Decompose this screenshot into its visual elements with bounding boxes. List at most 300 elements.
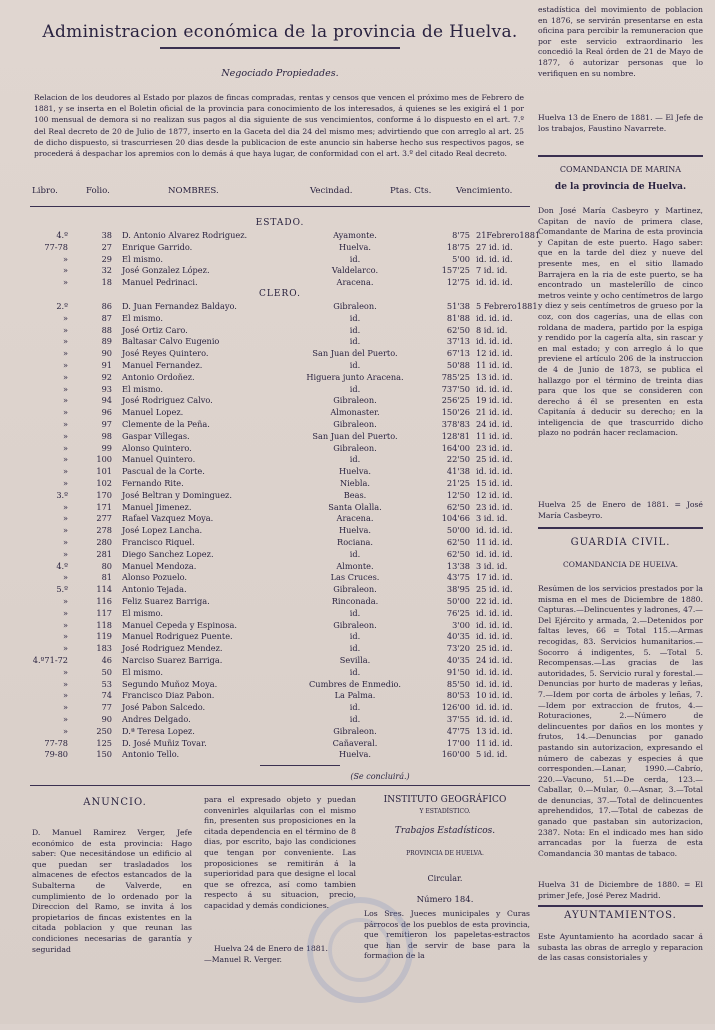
cell-folio: 96 bbox=[101, 407, 112, 418]
cell-vencimiento: id. id. id. bbox=[476, 607, 513, 618]
cell-ptas: 378'83 bbox=[441, 419, 470, 429]
table-row bbox=[30, 384, 530, 396]
cell-name: D. Juan Fernandez Baldayo. bbox=[122, 301, 237, 311]
cell-name: Manuel Fernandez. bbox=[122, 360, 203, 370]
col-header-vecindad: Vecindad. bbox=[310, 186, 353, 196]
cell-vecindad: Gibraleon. bbox=[333, 584, 377, 595]
marina-signature: Huelva 25 de Enero de 1881. = José María Casbeyro. bbox=[538, 500, 703, 520]
cell-libro: » bbox=[62, 383, 68, 394]
cell-ptas: 62'50 bbox=[446, 501, 470, 512]
cell-name: Francisco Diaz Pabon. bbox=[122, 690, 215, 701]
cell-vecindad: id. bbox=[349, 336, 361, 347]
cell-libro: » bbox=[62, 548, 68, 559]
cell-vencimiento: 15 id. id. bbox=[476, 478, 513, 488]
cell-ptas: 164'00 bbox=[441, 442, 470, 453]
cell-ptas: 21'25 bbox=[446, 478, 470, 488]
right-rule-2 bbox=[538, 527, 703, 529]
cell-folio: 280 bbox=[96, 537, 112, 547]
cell-libro: » bbox=[62, 607, 68, 618]
cell-name: Manuel Cepeda y Espinosa. bbox=[122, 619, 237, 630]
cell-vencimiento: id. id. id. bbox=[476, 383, 513, 394]
table-row bbox=[30, 348, 530, 360]
cell-name: José Rodriguez Mendez. bbox=[122, 643, 223, 654]
cell-libro: » bbox=[62, 395, 68, 406]
cell-folio: 86 bbox=[101, 301, 112, 311]
cell-folio: 98 bbox=[101, 430, 112, 441]
cell-name: Diego Sanchez Lopez. bbox=[122, 548, 214, 559]
cell-folio: 90 bbox=[101, 714, 112, 724]
cell-vecindad: Huelva. bbox=[339, 241, 371, 252]
table-row bbox=[30, 584, 530, 596]
cell-name: Rafael Vazquez Moya. bbox=[122, 513, 214, 524]
cell-ptas: 18'75 bbox=[446, 241, 470, 252]
cell-name: D. Antonio Alvarez Rodriguez. bbox=[122, 230, 248, 240]
cell-ptas: 737'50 bbox=[441, 383, 470, 394]
cell-ptas: 76'25 bbox=[446, 607, 470, 618]
cell-name: José Lopez Lancha. bbox=[122, 525, 203, 536]
cell-libro: » bbox=[62, 371, 68, 382]
cell-folio: 97 bbox=[101, 419, 112, 429]
cell-vecindad: id. bbox=[349, 643, 361, 654]
cell-name: José Pabon Salcedo. bbox=[122, 702, 206, 713]
cell-vecindad: Sevilla. bbox=[339, 655, 371, 665]
cell-vencimiento: id. id. id. bbox=[476, 678, 513, 689]
table-row bbox=[30, 466, 530, 478]
cell-ptas: 37'13 bbox=[446, 336, 470, 347]
cell-vencimiento: 24 id. id. bbox=[476, 419, 513, 429]
cell-ptas: 256'25 bbox=[441, 395, 470, 406]
cell-libro: » bbox=[62, 725, 68, 736]
instituto-section: Trabajos Estadísticos. bbox=[394, 826, 496, 836]
cell-folio: 281 bbox=[96, 548, 112, 559]
cell-vencimiento: 3 id. id. bbox=[476, 560, 508, 571]
table-row bbox=[30, 454, 530, 466]
cell-vecindad: id. bbox=[349, 454, 361, 465]
cell-vencimiento: 22 id. id. bbox=[476, 596, 513, 606]
cell-libro: » bbox=[62, 430, 68, 441]
cell-folio: 116 bbox=[96, 596, 112, 606]
cell-vencimiento: 12 id. id. bbox=[476, 489, 513, 500]
cell-vencimiento: 21 id. id. bbox=[476, 407, 513, 418]
cell-name: Pascual de la Corte. bbox=[122, 466, 205, 477]
cell-folio: 77 bbox=[101, 702, 112, 713]
cell-vecindad: id. bbox=[349, 383, 361, 394]
table-section-title: ESTADO. bbox=[255, 218, 305, 228]
cell-libro: » bbox=[62, 253, 68, 264]
cell-vecindad: Gibraleon. bbox=[333, 419, 377, 429]
cell-name: El mismo. bbox=[122, 666, 163, 677]
cell-ptas: 8'75 bbox=[452, 230, 470, 240]
cell-folio: 170 bbox=[96, 489, 112, 500]
cell-libro: 4.º bbox=[56, 230, 68, 240]
anuncio-col2: para el expresado objeto y puedan convenirles alquilarlas con el mismo fin, presenten sus proposiciones en la citada dependencia en el término de 8 dias, por escrito, bajo las condiciones que tengan por conveniente. Las proposiciones se remitirán á la superioridad para que designe el local que se ofrezca, así como tambien respecto á su situacion, precio, capacidad y demás condiciones. bbox=[204, 795, 356, 910]
cell-folio: 102 bbox=[96, 478, 112, 488]
guardia-signature: Huelva 31 de Diciembre de 1880. = El primer Jefe, José Perez Madrid. bbox=[538, 880, 703, 900]
cell-libro: » bbox=[62, 643, 68, 654]
cell-ptas: 128'81 bbox=[441, 430, 470, 441]
section-divider bbox=[30, 785, 530, 786]
cell-ptas: 5'00 bbox=[452, 253, 470, 264]
cell-libro: » bbox=[62, 690, 68, 701]
estadistica-signature: Huelva 13 de Enero de 1881. — El Jefe de los trabajos, Faustino Navarrete. bbox=[538, 113, 703, 133]
library-stamp-watermark bbox=[300, 890, 715, 1030]
cell-name: Manuel Quintero. bbox=[122, 454, 196, 465]
table-row bbox=[30, 372, 530, 384]
cell-ptas: 104'66 bbox=[441, 513, 470, 524]
table-row bbox=[30, 419, 530, 431]
cell-vencimiento: 12 id. id. bbox=[476, 348, 513, 359]
estadistica-paragraph: estadística del movimiento de poblacion en 1876, se servirán presentarse en esta oficina para percibir la remuneracion que por este servicio extraordinario les concedió la Real órden de 21 de Mayo de 1877, ó autorizar personas que lo verifiquen en su nombre. bbox=[538, 5, 703, 78]
table-row bbox=[30, 596, 530, 608]
instituto-text: Los Sres. Jueces municipales y Curas párrocos de los pueblos de esta provincia, que remitieron los papeletas-estractos que han de servir de base para la formacion de la bbox=[364, 909, 530, 961]
cell-libro: 5.º bbox=[56, 584, 68, 595]
cell-vencimiento: 5 Febrero1881 bbox=[476, 301, 538, 311]
table-row bbox=[30, 513, 530, 525]
cell-libro: 4.º71-72 bbox=[32, 655, 68, 665]
cell-name: El mismo. bbox=[122, 607, 163, 618]
marina-text: Don José María Casbeyro y Martinez, Capitan de navío de primera clase, Comandante de Marina de esta provincia y Capitan de este puerto. Hago saber: que en la tarde del diez y nueve del presente mes, en el sitio llamado Barrajera en la ria de este puerto, se ha encontrado un masteleríllo de cinco metros veinte y ocho centímetros de largo y diez y seis centímetros de grueso por la coz, con dos cagerías, una de ellas con roldana de madera, partido por la espiga y rendido por la cagería alta, sin rascar y en mal estado; y con arreglo á lo que previene el artículo 206 de la instruccion de 4 de Junio de 1873, se publica el hallazgo por el término de treinta dias para que los que se consideren con derecho á él se presenten en esta Capitanía á deducir su derecho; en la inteligencia de que trascurrido dicho plazo no podrán hacer reclamacion. bbox=[538, 206, 703, 438]
cell-vecindad: id. bbox=[349, 312, 361, 323]
cell-folio: 53 bbox=[101, 678, 112, 689]
cell-vencimiento: id. id. id. bbox=[476, 277, 513, 288]
table-row bbox=[30, 714, 530, 726]
cell-vecindad: id. bbox=[349, 360, 361, 370]
table-row bbox=[30, 749, 530, 761]
cell-name: Feliz Suarez Barriga. bbox=[122, 596, 210, 606]
cell-folio: 114 bbox=[96, 584, 112, 595]
cell-vecindad: Las Cruces. bbox=[330, 572, 380, 583]
cell-vencimiento: id. id. id. bbox=[476, 666, 513, 677]
cell-folio: 29 bbox=[101, 253, 112, 264]
cell-vencimiento: 23 id. id. bbox=[476, 442, 513, 453]
table-row bbox=[30, 336, 530, 348]
table-row bbox=[30, 702, 530, 714]
table-row bbox=[30, 407, 530, 419]
cell-vencimiento: id. id. id. bbox=[476, 631, 513, 642]
col-header-libro: Libro. bbox=[32, 186, 58, 196]
cell-ptas: 126'00 bbox=[441, 702, 470, 713]
table-row bbox=[30, 655, 530, 667]
col-header-ptas: Ptas. Cts. bbox=[390, 186, 432, 196]
cell-vencimiento: id. id. id. bbox=[476, 253, 513, 264]
cell-ptas: 43'75 bbox=[446, 572, 470, 583]
cell-ptas: 73'20 bbox=[446, 643, 470, 654]
cell-name: Fernando Rite. bbox=[122, 478, 184, 488]
cell-libro: » bbox=[62, 265, 68, 276]
cell-folio: 101 bbox=[96, 466, 112, 477]
cell-name: Baltasar Calvo Eugenio bbox=[122, 336, 220, 347]
cell-name: Narciso Suarez Barriga. bbox=[122, 655, 223, 665]
cell-folio: 150 bbox=[96, 749, 112, 760]
table-row bbox=[30, 265, 530, 277]
cell-folio: 94 bbox=[101, 395, 112, 406]
cell-ptas: 160'00 bbox=[441, 749, 470, 760]
cell-folio: 81 bbox=[101, 572, 112, 583]
table-end-rule bbox=[260, 765, 340, 766]
cell-vencimiento: 27 id. id. bbox=[476, 241, 513, 252]
cell-vecindad: id. bbox=[349, 253, 361, 264]
cell-folio: 88 bbox=[101, 324, 112, 335]
cell-vecindad: Gibraleon. bbox=[333, 395, 377, 406]
cell-vecindad: Almonte. bbox=[336, 560, 374, 571]
cell-name: Alonso Pozuelo. bbox=[122, 572, 188, 583]
cell-name: Alonso Quintero. bbox=[122, 442, 192, 453]
cell-vecindad: Niebla. bbox=[340, 478, 370, 488]
table-row bbox=[30, 443, 530, 455]
cell-vecindad: Higuera junto Aracena. bbox=[306, 371, 404, 382]
cell-folio: 50 bbox=[101, 666, 112, 677]
table-row bbox=[30, 631, 530, 643]
cell-vecindad: Ayamonte. bbox=[333, 230, 377, 240]
cell-folio: 74 bbox=[101, 690, 112, 701]
cell-name: Francisco Riquel. bbox=[122, 537, 195, 547]
table-row bbox=[30, 254, 530, 266]
cell-vecindad: Almonaster. bbox=[330, 407, 380, 418]
page-title: Administracion económica de la provincia de Huelva. bbox=[42, 22, 518, 42]
table-row bbox=[30, 242, 530, 254]
table-row bbox=[30, 738, 530, 750]
cell-libro: » bbox=[62, 678, 68, 689]
cell-vecindad: Huelva. bbox=[339, 466, 371, 477]
cell-name: Antonio Tejada. bbox=[122, 584, 187, 595]
cell-ptas: 80'53 bbox=[446, 690, 470, 701]
cell-ptas: 38'95 bbox=[446, 584, 470, 595]
anuncio-title: ANUNCIO. bbox=[83, 797, 147, 808]
instituto-province: PROVINCIA DE HUELVA. bbox=[406, 850, 484, 857]
cell-folio: 183 bbox=[96, 643, 112, 654]
cell-folio: 18 bbox=[101, 277, 112, 288]
cell-libro: » bbox=[62, 454, 68, 465]
cell-vencimiento: 10 id. id. bbox=[476, 690, 513, 701]
table-row bbox=[30, 313, 530, 325]
cell-folio: 171 bbox=[96, 501, 112, 512]
cell-ptas: 22'50 bbox=[446, 454, 470, 465]
cell-libro: » bbox=[62, 513, 68, 524]
cell-vecindad: Huelva. bbox=[339, 749, 371, 760]
table-row bbox=[30, 608, 530, 620]
cell-ptas: 157'25 bbox=[441, 265, 470, 276]
cell-vecindad: Santa Olalla. bbox=[328, 501, 382, 512]
table-row bbox=[30, 643, 530, 655]
cell-ptas: 85'50 bbox=[446, 678, 470, 689]
cell-vencimiento: 25 id. id. bbox=[476, 584, 513, 595]
table-row bbox=[30, 301, 538, 313]
cell-vecindad: San Juan del Puerto. bbox=[312, 348, 398, 359]
instituto-circular: Circular. bbox=[427, 874, 463, 883]
cell-libro: » bbox=[62, 324, 68, 335]
instituto-number: Número 184. bbox=[416, 895, 474, 905]
cell-name: Andres Delgado. bbox=[122, 714, 191, 724]
section-subtitle: Negociado Propiedades. bbox=[221, 68, 339, 79]
cell-ptas: 150'26 bbox=[441, 407, 470, 418]
cell-name: Clemente de la Peña. bbox=[122, 419, 210, 429]
cell-vencimiento: 21Febrero1881 bbox=[476, 230, 541, 240]
cell-vencimiento: 11 id. id. bbox=[476, 737, 513, 748]
cell-folio: 91 bbox=[101, 360, 112, 370]
cell-name: José Ortiz Caro. bbox=[122, 324, 188, 335]
cell-vencimiento: id. id. id. bbox=[476, 312, 513, 323]
cell-ptas: 51'38 bbox=[446, 301, 470, 311]
table-row bbox=[30, 490, 530, 502]
cell-libro: » bbox=[62, 537, 68, 547]
cell-folio: 277 bbox=[96, 513, 112, 524]
cell-vecindad: Aracena. bbox=[336, 513, 374, 524]
table-row bbox=[30, 726, 530, 738]
cell-vecindad: Gibraleon. bbox=[333, 301, 377, 311]
table-row bbox=[30, 549, 530, 561]
cell-name: José Beltran y Dominguez. bbox=[122, 489, 232, 500]
cell-libro: » bbox=[62, 407, 68, 418]
cell-libro: » bbox=[62, 360, 68, 370]
cell-libro: 77-78 bbox=[44, 737, 68, 748]
table-row bbox=[30, 561, 530, 573]
cell-vencimiento: 11 id. id. bbox=[476, 360, 513, 370]
cell-folio: 89 bbox=[101, 336, 112, 347]
cell-ptas: 50'00 bbox=[446, 596, 470, 606]
cell-name: D.ª Teresa Lopez. bbox=[122, 725, 195, 736]
cell-vencimiento: 5 id. id. bbox=[476, 749, 508, 760]
col-header-nombres: NOMBRES. bbox=[168, 186, 219, 196]
table-row bbox=[30, 537, 530, 549]
cell-vecindad: San Juan del Puerto. bbox=[312, 430, 398, 441]
cell-libro: 79-80 bbox=[44, 749, 68, 760]
cell-folio: 27 bbox=[101, 241, 112, 252]
cell-vencimiento: id. id. id. bbox=[476, 548, 513, 559]
instituto-title: INSTITUTO GEOGRÁFICO bbox=[383, 795, 507, 805]
cell-libro: » bbox=[62, 572, 68, 583]
cell-folio: 99 bbox=[101, 442, 112, 453]
cell-ptas: 81'88 bbox=[446, 312, 470, 323]
cell-folio: 100 bbox=[96, 454, 112, 465]
cell-name: Enrique Garrido. bbox=[122, 241, 193, 252]
cell-ptas: 13'38 bbox=[446, 560, 470, 571]
cell-libro: » bbox=[62, 714, 68, 724]
cell-libro: » bbox=[62, 702, 68, 713]
cell-vecindad: id. bbox=[349, 666, 361, 677]
cell-folio: 250 bbox=[96, 725, 112, 736]
table-row bbox=[30, 431, 530, 443]
continued-note: (Se concluirá.) bbox=[350, 772, 410, 781]
cell-vecindad: id. bbox=[349, 714, 361, 724]
guardia-subtitle: COMANDANCIA DE HUELVA. bbox=[562, 560, 679, 569]
guardia-text: Resúmen de los servicios prestados por la misma en el mes de Diciembre de 1880. Capturas.—Delincuentes y ladrones, 47.—Del Ejército y armada, 2.—Detenidos por faltas leves, 66 = Total 115.—Armas recogidas, 83. Servicios humanitarios.—Socorro á indigentes, 5. —Total 5. Recompensas.—Las gracias de las autoridades, 5. Servicio rural y forestal.—Denuncias por hurto de maderas y leñas, 7.—Idem por corta de árboles y leñas, 7.—Idem por extraccion de frutos, 4.—Roturaciones, 2.—Número de delincuentes por daños en los montes y frutos, 14.—Denuncias por ganado pastando sin autorizacion, expresando el número de cabezas y especies á que corresponden.—Lanar, 1990.—Cabrío, 220.—Vacuno, 51.—De cerda, 123.—Caballar, 0.—Mular, 0.—Asnar, 3.—Total de denuncias, 37.—Total de delincuentes aprehendidos, 17.—Total de cabezas de ganado que pastaban sin autorizacion, 2387. Nota: En el indicado mes han sido arrancadas por la fuerza de esta Comandancia 30 mantas de tabaco. bbox=[538, 584, 703, 858]
cell-libro: 77-78 bbox=[44, 241, 68, 252]
table-row bbox=[30, 667, 530, 679]
intro-paragraph: Relacion de los deudores al Estado por plazos de fincas compradas, rentas y censos que vencen el próximo mes de Febrero de 1881, y se inserta en el Boletin oficial de la provincia para conocimiento de los interesados, á quienes se les exigirá el 1 por 100 mensual de demora si no realizan sus pagos al dia siguiente de sus vencimientos, conforme á lo dispuesto en el art. 7.º del Real decreto de 20 de Julio de 1877, inserto en la Gaceta del dia 24 del mismo mes; advirtiendo que con arreglo al art. 25 de dicho dispuesto, si trascurriesen 20 dias desde la publicacion de este anuncio sin haberse hecho sus respectivos pagos, se procederá á despachar los apremios con lo demás á que haya lugar, de conformidad con el art. 3.º del citado Real decreto. bbox=[34, 93, 524, 159]
cell-ptas: 62'50 bbox=[446, 548, 470, 559]
cell-vecindad: Gibraleon. bbox=[333, 442, 377, 453]
cell-name: José Rodriguez Calvo. bbox=[122, 395, 213, 406]
cell-ptas: 3'00 bbox=[452, 619, 470, 630]
cell-ptas: 91'50 bbox=[446, 666, 470, 677]
cell-ptas: 785'25 bbox=[441, 371, 470, 382]
cell-vencimiento: 24 id. id. bbox=[476, 655, 513, 665]
cell-libro: » bbox=[62, 348, 68, 359]
cell-vencimiento: id. id. id. bbox=[476, 619, 513, 630]
cell-vecindad: Valdelarco. bbox=[331, 265, 379, 276]
cell-name: El mismo. bbox=[122, 383, 163, 394]
table-section-title: CLERO. bbox=[259, 289, 301, 299]
cell-vecindad: id. bbox=[349, 548, 361, 559]
cell-libro: » bbox=[62, 666, 68, 677]
cell-name: Manuel Lopez. bbox=[122, 407, 184, 418]
cell-vecindad: La Palma. bbox=[334, 690, 376, 701]
cell-libro: » bbox=[62, 631, 68, 642]
cell-ptas: 62'50 bbox=[446, 324, 470, 335]
cell-folio: 90 bbox=[101, 348, 112, 359]
cell-vencimiento: 7 id. id. bbox=[476, 265, 508, 276]
cell-ptas: 40'35 bbox=[446, 631, 470, 642]
cell-folio: 278 bbox=[96, 525, 112, 536]
cell-folio: 118 bbox=[96, 619, 112, 630]
table-row bbox=[30, 395, 530, 407]
cell-name: José Reyes Quintero. bbox=[122, 348, 209, 359]
right-rule-1 bbox=[538, 155, 703, 157]
anuncio-col1: D. Manuel Ramirez Verger, Jefe económico de esta provincia: Hago saber: Que necesitándose un edificio al que puedan ser trasladados los almacenes de efectos estancados de la Subalterna de Valverde, en cumplimiento de lo ordenado por la Direccion del Ramo, se invita á los propietarios de fincas existentes en la citada poblacion y que reunan las condiciones necesarias de garantía y seguridad bbox=[32, 828, 192, 954]
cell-vencimiento: id. id. id. bbox=[476, 525, 513, 536]
cell-name: Manuel Rodriguez Puente. bbox=[122, 631, 233, 642]
cell-folio: 87 bbox=[101, 312, 112, 323]
cell-name: Manuel Pedrinaci. bbox=[122, 277, 198, 288]
cell-vecindad: Cañaveral. bbox=[332, 737, 378, 748]
cell-ptas: 41'38 bbox=[446, 466, 470, 477]
table-row bbox=[30, 502, 530, 514]
cell-ptas: 50'88 bbox=[446, 360, 470, 370]
cell-name: Gaspar Villegas. bbox=[122, 430, 190, 441]
anuncio-date: Huelva 24 de Enero de 1881. bbox=[214, 944, 328, 953]
ayuntamientos-title: AYUNTAMIENTOS. bbox=[564, 910, 677, 921]
cell-name: El mismo. bbox=[122, 312, 163, 323]
cell-ptas: 12'50 bbox=[446, 489, 470, 500]
title-rule bbox=[160, 47, 400, 49]
cell-vencimiento: 8 id. id. bbox=[476, 324, 508, 335]
cell-libro: » bbox=[62, 501, 68, 512]
cell-vencimiento: id. id. id. bbox=[476, 466, 513, 477]
cell-vecindad: Cumbres de Enmedio. bbox=[309, 678, 401, 689]
table-row bbox=[30, 690, 530, 702]
cell-vecindad: Gibraleon. bbox=[333, 725, 377, 736]
cell-folio: 32 bbox=[101, 265, 112, 276]
table-row bbox=[30, 525, 530, 537]
cell-folio: 119 bbox=[96, 631, 112, 642]
table-row bbox=[30, 478, 530, 490]
cell-libro: 2.º bbox=[56, 301, 68, 311]
cell-vecindad: id. bbox=[349, 702, 361, 713]
cell-folio: 80 bbox=[101, 560, 112, 571]
cell-vecindad: Aracena. bbox=[336, 277, 374, 288]
cell-libro: » bbox=[62, 619, 68, 630]
cell-folio: 93 bbox=[101, 383, 112, 394]
cell-vecindad: id. bbox=[349, 324, 361, 335]
cell-ptas: 12'75 bbox=[446, 277, 470, 288]
cell-vencimiento: 13 id. id. bbox=[476, 725, 513, 736]
guardia-title: GUARDIA CIVIL. bbox=[570, 537, 671, 548]
cell-vencimiento: id. id. id. bbox=[476, 714, 513, 724]
table-header-rule bbox=[30, 206, 530, 207]
cell-vencimiento: 19 id. id. bbox=[476, 395, 513, 406]
cell-libro: » bbox=[62, 442, 68, 453]
cell-name: Manuel Jimenez. bbox=[122, 501, 192, 512]
cell-name: Antonio Ordoñez. bbox=[122, 371, 195, 382]
cell-libro: » bbox=[62, 525, 68, 536]
table-row bbox=[30, 325, 530, 337]
cell-vecindad: Huelva. bbox=[339, 525, 371, 536]
cell-folio: 38 bbox=[101, 230, 112, 240]
table-row bbox=[30, 277, 530, 289]
cell-vencimiento: 25 id. id. bbox=[476, 643, 513, 654]
cell-name: El mismo. bbox=[122, 253, 163, 264]
ayuntamientos-text: Este Ayuntamiento ha acordado sacar á subasta las obras de arreglo y reparacion de las casas consistoriales y bbox=[538, 932, 703, 963]
